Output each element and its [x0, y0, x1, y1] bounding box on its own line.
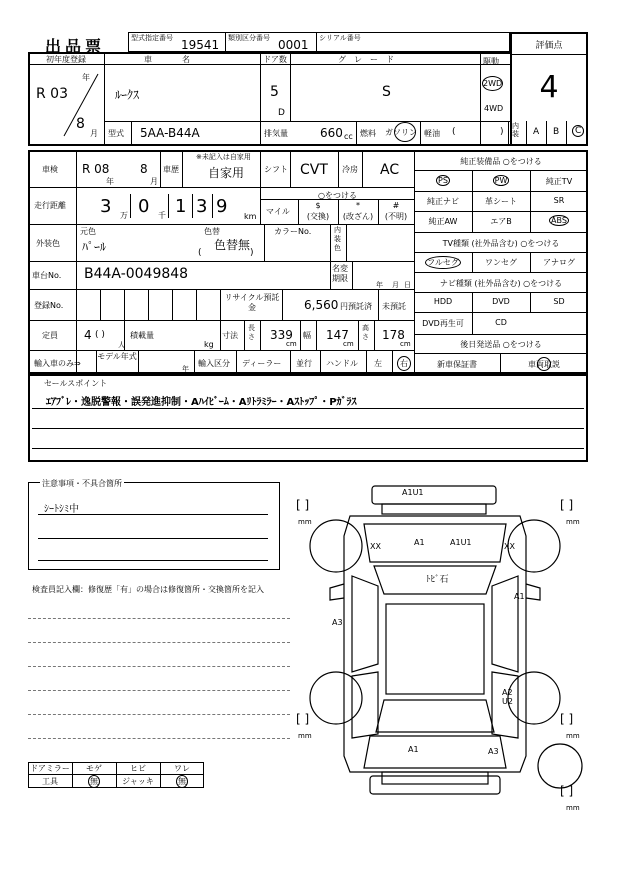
length-cm: cm — [286, 340, 297, 348]
mileage-label: 走行距離 — [34, 201, 66, 210]
diag-right-side: A1 — [514, 592, 525, 601]
mileage-tamper: (改ざん) — [342, 212, 374, 221]
nav-dvd: DVD — [492, 297, 510, 306]
drive-label: 駆動 — [483, 57, 499, 66]
registration-label: 登録No. — [34, 301, 64, 310]
diag-rear-a3: A3 — [488, 747, 499, 756]
later-manual-circle — [537, 357, 551, 371]
fuel-value: ガソリン — [385, 128, 417, 137]
notes-label: 注意事項・不具合箇所 — [42, 479, 122, 488]
mileage-mark-note: ○をつける — [318, 191, 357, 200]
mileage-unknown-symbol: # — [392, 201, 400, 210]
mirror-r2: 無 — [90, 777, 98, 786]
recycle-unpaid: 未預託 — [382, 302, 406, 311]
nav-title: ナビ種類 (社外品含む) ○をつける — [439, 279, 563, 288]
diag-hood-a1u1: A1U1 — [450, 538, 472, 547]
eval-score: 4 — [539, 70, 559, 105]
import-dealer: ディーラー — [242, 359, 282, 368]
height-cm: cm — [400, 340, 411, 348]
mileage-d2: 0 — [138, 196, 150, 217]
diag-front-bumper: A1U1 — [402, 488, 424, 497]
shift-value: CVT — [300, 162, 328, 178]
equip-tv: 純正TV — [545, 177, 573, 186]
inspection-month: 8 — [140, 162, 148, 176]
nav-cd: CD — [495, 318, 507, 327]
fuel-circle — [394, 122, 416, 142]
diag-xx-right: XX — [504, 542, 515, 551]
mileage-d5: 9 — [216, 196, 228, 217]
door-type: D — [278, 108, 285, 118]
capacity-paren: ( ) — [95, 330, 105, 340]
import-class-label: 輸入区分 — [198, 359, 230, 368]
color-label: 外装色 — [36, 239, 60, 248]
interior-a: A — [533, 127, 540, 137]
mirror-r3: ジャッキ — [122, 777, 154, 786]
chassis-label: 車台No. — [32, 271, 62, 280]
height-label: 高さ — [362, 324, 369, 341]
inspector-label: 検査員記入欄：修復歴「有」の場合は修復箇所・交換箇所を記入 — [32, 585, 264, 594]
load-label: 積載量 — [130, 331, 154, 340]
cooler-value: AC — [380, 162, 400, 178]
inspection-year-unit: 年 — [106, 177, 114, 186]
mileage-sen: 千 — [158, 211, 166, 220]
type-no-value: 19541 — [181, 38, 220, 52]
color-paren-close: ) — [250, 248, 254, 258]
oil-paren-close: ) — [500, 127, 504, 137]
first-reg-month-unit: 月 — [90, 129, 98, 138]
mirror-h4: ワレ — [174, 764, 190, 773]
equip-airb: エアB — [490, 217, 512, 226]
shift-label: シフト — [264, 165, 288, 174]
history-value: 自家用 — [208, 166, 245, 180]
page-title: 出品票 — [45, 37, 106, 56]
width-label: 幅 — [303, 331, 311, 340]
diag-xx-left: XX — [370, 542, 381, 551]
nav-hdd: HDD — [433, 297, 453, 306]
displacement-label: 排気量 — [264, 129, 288, 138]
grade-value: S — [382, 84, 391, 100]
car-diagram — [290, 476, 590, 816]
equip-sr: SR — [553, 196, 565, 205]
oil-paren: ( — [452, 127, 456, 137]
mileage-man: 万 — [120, 211, 128, 220]
mileage-swap-symbol: $ — [315, 201, 321, 210]
recycle-value: 6,560 — [304, 298, 339, 312]
mileage-d3: 1 — [175, 196, 187, 217]
length-label: 長さ — [248, 324, 255, 341]
capacity-label: 定員 — [42, 331, 58, 340]
bracket-rl: [ ] — [296, 712, 310, 726]
tv-fullseg: フルセグ — [427, 258, 459, 267]
oil-label: 軽油 — [424, 129, 440, 138]
model-year-label: モデル年式 — [97, 352, 137, 361]
chassis-value: B44A-0049848 — [84, 266, 189, 282]
car-name-label: 車名 — [144, 55, 220, 64]
inspection-month-unit: 月 — [150, 177, 158, 186]
grade-label: グレード — [338, 55, 402, 64]
mirror-h3: ヒビ — [130, 764, 146, 773]
inspection-label: 車検 — [42, 165, 58, 174]
mm-spare: mm — [566, 804, 580, 812]
cooler-label: 冷房 — [342, 165, 358, 174]
mm-fl: mm — [298, 518, 312, 526]
displacement-value: 660 — [320, 126, 343, 140]
recycle-status: 円預託済 — [340, 302, 372, 311]
mileage-unknown: (不明) — [384, 212, 408, 221]
original-color-value: ﾊﾟｰﾙ — [82, 240, 107, 254]
mm-rr: mm — [566, 732, 580, 740]
sales-text: ｴｱﾌﾞﾚ・逸脱警報・誤発進抑制・Aﾊｲﾋﾞｰﾑ・Aﾘﾄﾗﾐﾗｰ・Aｽﾄｯﾌﾟ・Pｶﾞﾗｽ — [46, 397, 357, 408]
tv-title: TV種類 (社外品含む) ○をつける — [442, 239, 560, 248]
doors-value: 5 — [270, 84, 279, 100]
interior-c: C — [572, 125, 584, 137]
fuel-label: 燃料 — [360, 129, 376, 138]
capacity-value: 4 — [84, 328, 92, 342]
recycle-label: リサイクル預託金 — [224, 293, 280, 312]
serial-label: シリアル番号 — [319, 34, 361, 42]
color-no-label: カラーNo. — [274, 227, 312, 236]
sales-label: セールスポイント — [44, 379, 108, 388]
bracket-rr: [ ] — [560, 712, 574, 726]
later-title: 後日発送品 ○をつける — [460, 340, 542, 349]
tv-oneseg: ワンセグ — [485, 258, 517, 267]
interior-label: 内装 — [512, 122, 519, 138]
color-paren-open: ( — [198, 248, 202, 258]
mirror-r1: 工具 — [42, 777, 58, 786]
handle-left: 左 — [374, 359, 382, 368]
nav-sd: SD — [553, 297, 565, 306]
first-reg-month: 8 — [76, 116, 85, 132]
eval-label: 評価点 — [535, 41, 563, 51]
model-year-unit: 年 — [182, 365, 189, 373]
mileage-mile: マイル — [266, 207, 290, 216]
mileage-tamper-symbol: * — [356, 201, 360, 210]
diag-rear-a1: A1 — [408, 745, 419, 754]
current-color-label: 色替 — [204, 227, 220, 236]
interior-color-label: 内装色 — [334, 226, 341, 252]
mileage-d4: 3 — [196, 196, 208, 217]
history-label: 車歴 — [163, 165, 179, 174]
original-color-label: 元色 — [80, 227, 96, 236]
equip-pw: PW — [494, 176, 508, 185]
diag-left-side: A3 — [332, 618, 343, 627]
class-no-box — [225, 32, 317, 52]
diag-right-rear: A2 U2 — [502, 688, 513, 706]
drive-4wd: 4WD — [484, 104, 504, 113]
displacement-cc: cc — [344, 132, 353, 141]
interior-b: B — [553, 127, 560, 137]
height-value: 178 — [382, 328, 405, 342]
equip-abs: ABS — [551, 216, 567, 225]
first-reg-year-unit: 年 — [82, 73, 90, 82]
serial-box — [316, 32, 510, 52]
history-note: ※未記入は自家用 — [196, 153, 251, 161]
capacity-unit: 人 — [118, 341, 125, 349]
load-kg: kg — [204, 340, 214, 349]
bracket-fr: [ ] — [560, 498, 574, 512]
diag-hood-a1: A1 — [414, 538, 425, 547]
type-no-box — [128, 32, 226, 52]
drive-2wd: 2WD — [482, 76, 503, 91]
mirror-r4: 無 — [178, 777, 186, 786]
dims-label: 寸法 — [222, 331, 238, 340]
mileage-d1: 3 — [100, 196, 112, 217]
equip-nav: 純正ナビ — [427, 197, 459, 206]
mirror-h2: モゲ — [86, 764, 102, 773]
bracket-fl: [ ] — [296, 498, 310, 512]
notes-box — [28, 482, 280, 570]
mileage-swap: (交換) — [306, 212, 330, 221]
equip-ps: PS — [438, 176, 448, 185]
mm-rl: mm — [298, 732, 312, 740]
type-no-label: 型式指定番号 — [131, 34, 173, 42]
equipment-title: 純正装備品 ○をつける — [460, 157, 542, 166]
class-no-value: 0001 — [278, 38, 309, 52]
doors-label: ドア数 — [263, 55, 287, 64]
first-reg-era: R 03 — [36, 86, 68, 102]
car-name-value: ﾙｰｸｽ — [115, 88, 140, 102]
nav-dvd-play: DVD再生可 — [422, 319, 464, 328]
length-value: 339 — [270, 328, 293, 342]
inspection-era: R 08 — [82, 162, 110, 176]
later-manual: 車両取説 — [528, 360, 560, 369]
diag-windshield: ﾄﾋﾞ石 — [426, 575, 449, 585]
current-color-value: 色替無 — [214, 238, 251, 252]
equip-aw: 純正AW — [428, 217, 458, 226]
handle-right: 右 — [397, 356, 411, 371]
mileage-km: km — [244, 212, 257, 221]
notes-line1: ｼｰﾄｼﾐ中 — [44, 504, 79, 515]
equip-leather: 革シート — [485, 197, 517, 206]
class-no-label: 類別区分番号 — [228, 34, 270, 42]
handle-label: ハンドル — [326, 359, 358, 368]
bracket-spare: [ ] — [560, 784, 574, 798]
model-label: 型式 — [108, 129, 124, 138]
width-cm: cm — [343, 340, 354, 348]
model-value: 5AA-B44A — [140, 126, 200, 140]
import-label: 輸入車のみ⇒ — [34, 359, 81, 368]
mm-fr: mm — [566, 518, 580, 526]
name-change-month: 月 — [392, 281, 399, 289]
name-change-year: 年 — [376, 281, 383, 289]
later-warranty: 新車保証書 — [437, 360, 477, 369]
name-change-day: 日 — [404, 281, 411, 289]
name-change-label: 名変期限 — [332, 264, 348, 283]
width-value: 147 — [326, 328, 349, 342]
mirror-h1: ドアミラー — [30, 764, 70, 773]
first-reg-label: 初年度登録 — [46, 55, 86, 64]
tv-analog: アナログ — [543, 258, 575, 267]
import-parallel: 並行 — [296, 359, 312, 368]
